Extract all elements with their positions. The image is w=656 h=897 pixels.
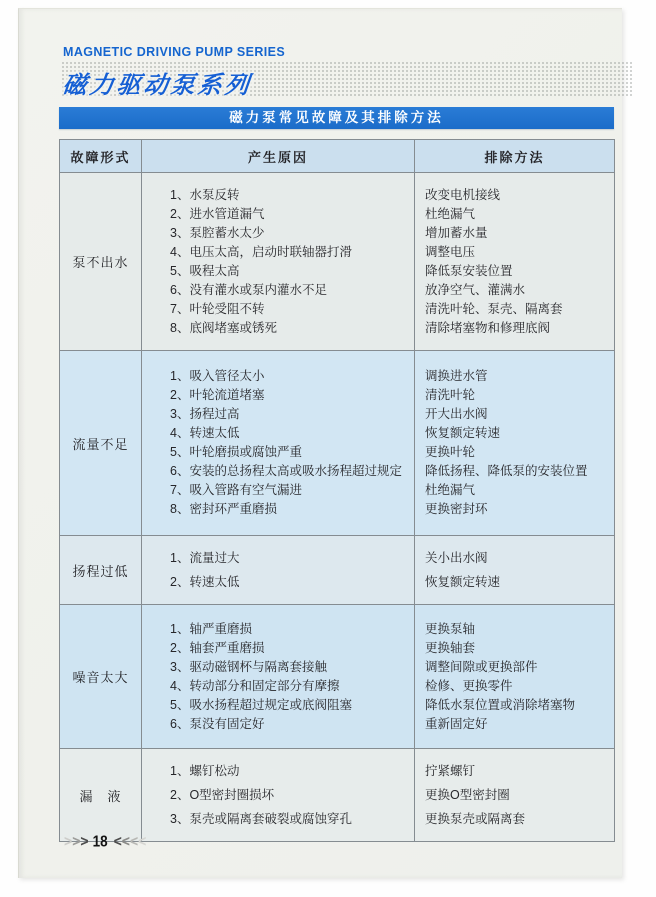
cause-item: 3、扬程过高 <box>170 407 240 421</box>
remedy-item: 调整电压 <box>425 244 476 259</box>
cause-item: 1、流量过大 <box>170 551 240 565</box>
causes-cell <box>142 749 415 842</box>
table-header-row <box>60 140 615 173</box>
causes-cell <box>142 605 415 749</box>
cause-item: 3、泵壳或隔离套破裂或腐蚀穿孔 <box>170 812 352 826</box>
document-page <box>18 8 622 878</box>
table-title-bar: 磁力泵常见故障及其排除方法 <box>59 107 614 129</box>
footer-chevron: < <box>138 831 145 851</box>
remedy-item: 更换叶轮 <box>425 445 476 459</box>
column-header-remedy: 排除方法 <box>415 140 615 173</box>
fault-table-body <box>60 173 615 842</box>
remedies-cell <box>415 351 615 536</box>
remedy-item: 杜绝漏气 <box>425 206 476 221</box>
fault-type-cell: 流量不足 <box>60 351 142 536</box>
fault-type-cell: 扬程过低 <box>60 536 142 605</box>
remedy-item: 清洗叶轮 <box>425 388 476 402</box>
fault-table-row <box>60 173 615 351</box>
cause-item: 4、电压太高，启动时联轴器打滑 <box>170 244 352 259</box>
causes-cell <box>142 351 415 536</box>
page-number: 18 <box>92 832 108 851</box>
column-header-cause: 产生原因 <box>142 140 415 173</box>
cause-item: 4、转速太低 <box>170 426 240 440</box>
remedy-item: 恢复额定转速 <box>425 426 501 440</box>
remedy-item: 恢复额定转速 <box>425 575 501 589</box>
remedy-item: 更换密封环 <box>425 502 488 516</box>
cause-item: 1、螺钉松动 <box>170 764 240 778</box>
remedy-item: 降低水泵位置或消除堵塞物 <box>425 697 576 712</box>
remedy-item: 调换进水管 <box>425 369 488 383</box>
title-dotted-band <box>61 61 633 98</box>
remedy-item: 开大出水阀 <box>425 407 488 421</box>
remedy-item: 更换O型密封圈 <box>425 788 510 802</box>
fault-type-cell: 漏 液 <box>60 749 142 842</box>
cause-item: 2、转速太低 <box>170 575 240 589</box>
fault-table-row <box>60 749 615 842</box>
remedy-item: 更换泵轴 <box>425 621 476 636</box>
remedy-item: 调整间隙或更换部件 <box>425 659 538 674</box>
cause-item: 8、密封环严重磨损 <box>170 502 277 516</box>
fault-type-cell: 泵不出水 <box>60 173 142 351</box>
fault-remedy-table <box>59 139 615 842</box>
fault-type-cell: 噪音太大 <box>60 605 142 749</box>
remedies-cell <box>415 173 615 351</box>
causes-cell <box>142 173 415 351</box>
remedy-item: 降低泵安装位置 <box>425 263 513 278</box>
cause-item: 4、转动部分和固定部分有摩擦 <box>170 678 340 693</box>
cause-item: 2、轴套严重磨损 <box>170 640 265 655</box>
remedy-item: 清洗叶轮、泵壳、隔离套 <box>425 301 563 316</box>
page-footer <box>63 833 145 849</box>
cause-item: 6、没有灌水或泵内灌水不足 <box>170 282 327 297</box>
footer-chevron: > <box>80 831 87 851</box>
footer-chevron: > <box>72 831 79 851</box>
fault-table-row <box>60 351 615 536</box>
cause-item: 1、轴严重磨损 <box>170 621 252 636</box>
remedy-item: 降低扬程、降低泵的安装位置 <box>425 464 588 478</box>
cause-item: 2、O型密封圈损坏 <box>170 788 275 802</box>
footer-chevron: < <box>129 831 137 851</box>
cause-item: 2、进水管道漏气 <box>170 206 265 221</box>
remedies-cell <box>415 749 615 842</box>
cause-item: 8、底阀堵塞或锈死 <box>170 320 277 335</box>
remedy-item: 改变电机接线 <box>425 187 501 202</box>
cause-item: 5、叶轮磨损或腐蚀严重 <box>170 445 302 459</box>
cause-item: 5、吸程太高 <box>170 263 240 278</box>
cause-item: 6、安装的总扬程太高或吸水扬程超过规定 <box>170 464 402 478</box>
fault-table-row <box>60 605 615 749</box>
remedy-item: 放净空气、灌满水 <box>425 282 526 297</box>
series-title-english: MAGNETIC DRIVING PUMP SERIES <box>63 45 286 59</box>
remedy-item: 更换轴套 <box>425 640 476 655</box>
causes-cell <box>142 536 415 605</box>
cause-item: 5、吸水扬程超过规定或底阀阻塞 <box>170 697 352 712</box>
cause-item: 1、水泵反转 <box>170 187 240 202</box>
column-header-fault-type: 故障形式 <box>60 140 142 173</box>
cause-item: 7、叶轮受阻不转 <box>170 301 265 316</box>
cause-item: 3、驱动磁钢杯与隔离套接触 <box>170 659 327 674</box>
remedy-item: 拧紧螺钉 <box>425 764 476 778</box>
footer-chevron: > <box>64 831 71 851</box>
remedy-item: 更换泵壳或隔离套 <box>425 812 526 826</box>
remedies-cell <box>415 605 615 749</box>
footer-chevron: < <box>121 831 128 851</box>
remedies-cell <box>415 536 615 605</box>
remedy-item: 清除堵塞物和修理底阀 <box>425 320 551 335</box>
remedy-item: 增加蓄水量 <box>425 225 488 240</box>
cause-item: 3、泵腔蓄水太少 <box>170 225 265 240</box>
remedy-item: 关小出水阀 <box>425 551 488 565</box>
cause-item: 7、吸入管路有空气漏进 <box>170 483 302 497</box>
remedy-item: 杜绝漏气 <box>425 483 476 497</box>
cause-item: 1、吸入管径太小 <box>170 369 265 383</box>
remedy-item: 重新固定好 <box>425 716 488 731</box>
fault-table-row <box>60 536 615 605</box>
cause-item: 2、叶轮流道堵塞 <box>170 388 265 402</box>
footer-chevron: < <box>113 831 120 851</box>
series-title-chinese: 磁力驱动泵系列 <box>61 72 254 99</box>
remedy-item: 检修、更换零件 <box>425 678 513 693</box>
cause-item: 6、泵没有固定好 <box>170 716 265 731</box>
